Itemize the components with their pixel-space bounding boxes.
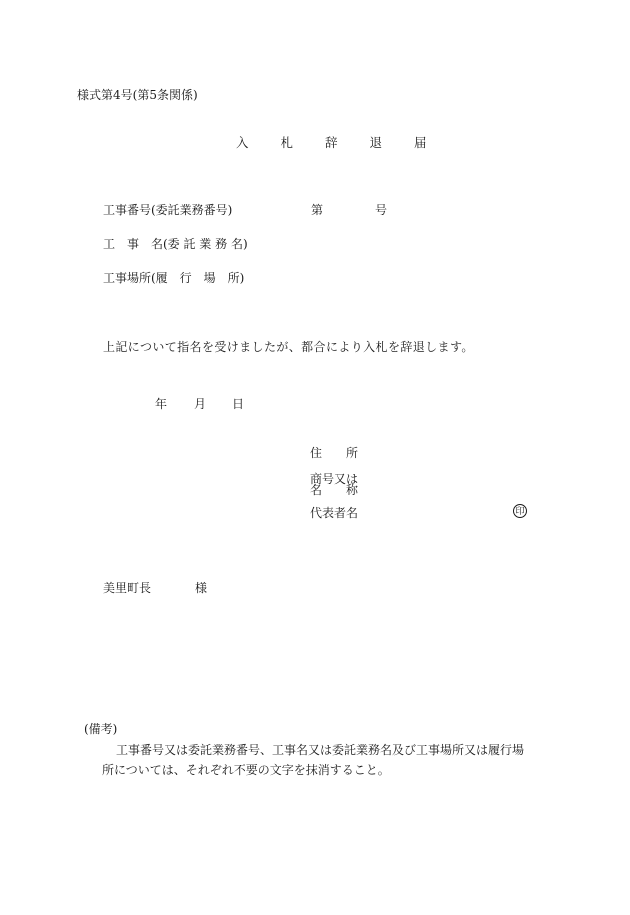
addressee-name: 美里町長	[103, 581, 152, 595]
date-year-label: 年	[155, 397, 168, 411]
remarks-text-line1: 工事番号又は委託業務番号、工事名又は委託業務名及び工事場所又は履行場	[116, 743, 525, 757]
form-number: 様式第4号(第5条関係)	[77, 88, 198, 102]
seal-mark: 印	[513, 504, 527, 518]
work-number-prefix: 第	[311, 203, 324, 217]
work-place-label: 工事場所(履 行 場 所)	[103, 271, 245, 285]
remarks-text-line2: 所については、それぞれ不要の文字を抹消すること。	[102, 763, 390, 777]
work-number-label: 工事番号(委託業務番号)	[103, 203, 233, 217]
trade-name-label-line2: 名 称	[310, 483, 359, 497]
date-month-label: 月	[194, 397, 207, 411]
address-label: 住 所	[310, 446, 359, 460]
title-char: 届	[414, 135, 428, 150]
declaration-statement: 上記について指名を受けましたが、都合により入札を辞退します。	[103, 340, 474, 354]
addressee-honorific: 様	[195, 581, 208, 595]
trade-name-label-line1: 商号又は	[310, 472, 359, 486]
document-title	[236, 136, 428, 150]
title-char: 退	[369, 135, 384, 150]
work-name-label: 工 事 名(委 託 業 務 名)	[103, 237, 248, 251]
date-day-label: 日	[232, 397, 245, 411]
title-char: 入	[236, 135, 250, 150]
title-char: 辞	[325, 135, 339, 150]
remarks-title: (備考)	[84, 722, 118, 736]
representative-label: 代表者名	[310, 506, 359, 520]
work-number-suffix: 号	[375, 203, 388, 217]
addressee	[103, 581, 207, 595]
title-char: 札	[280, 135, 295, 150]
